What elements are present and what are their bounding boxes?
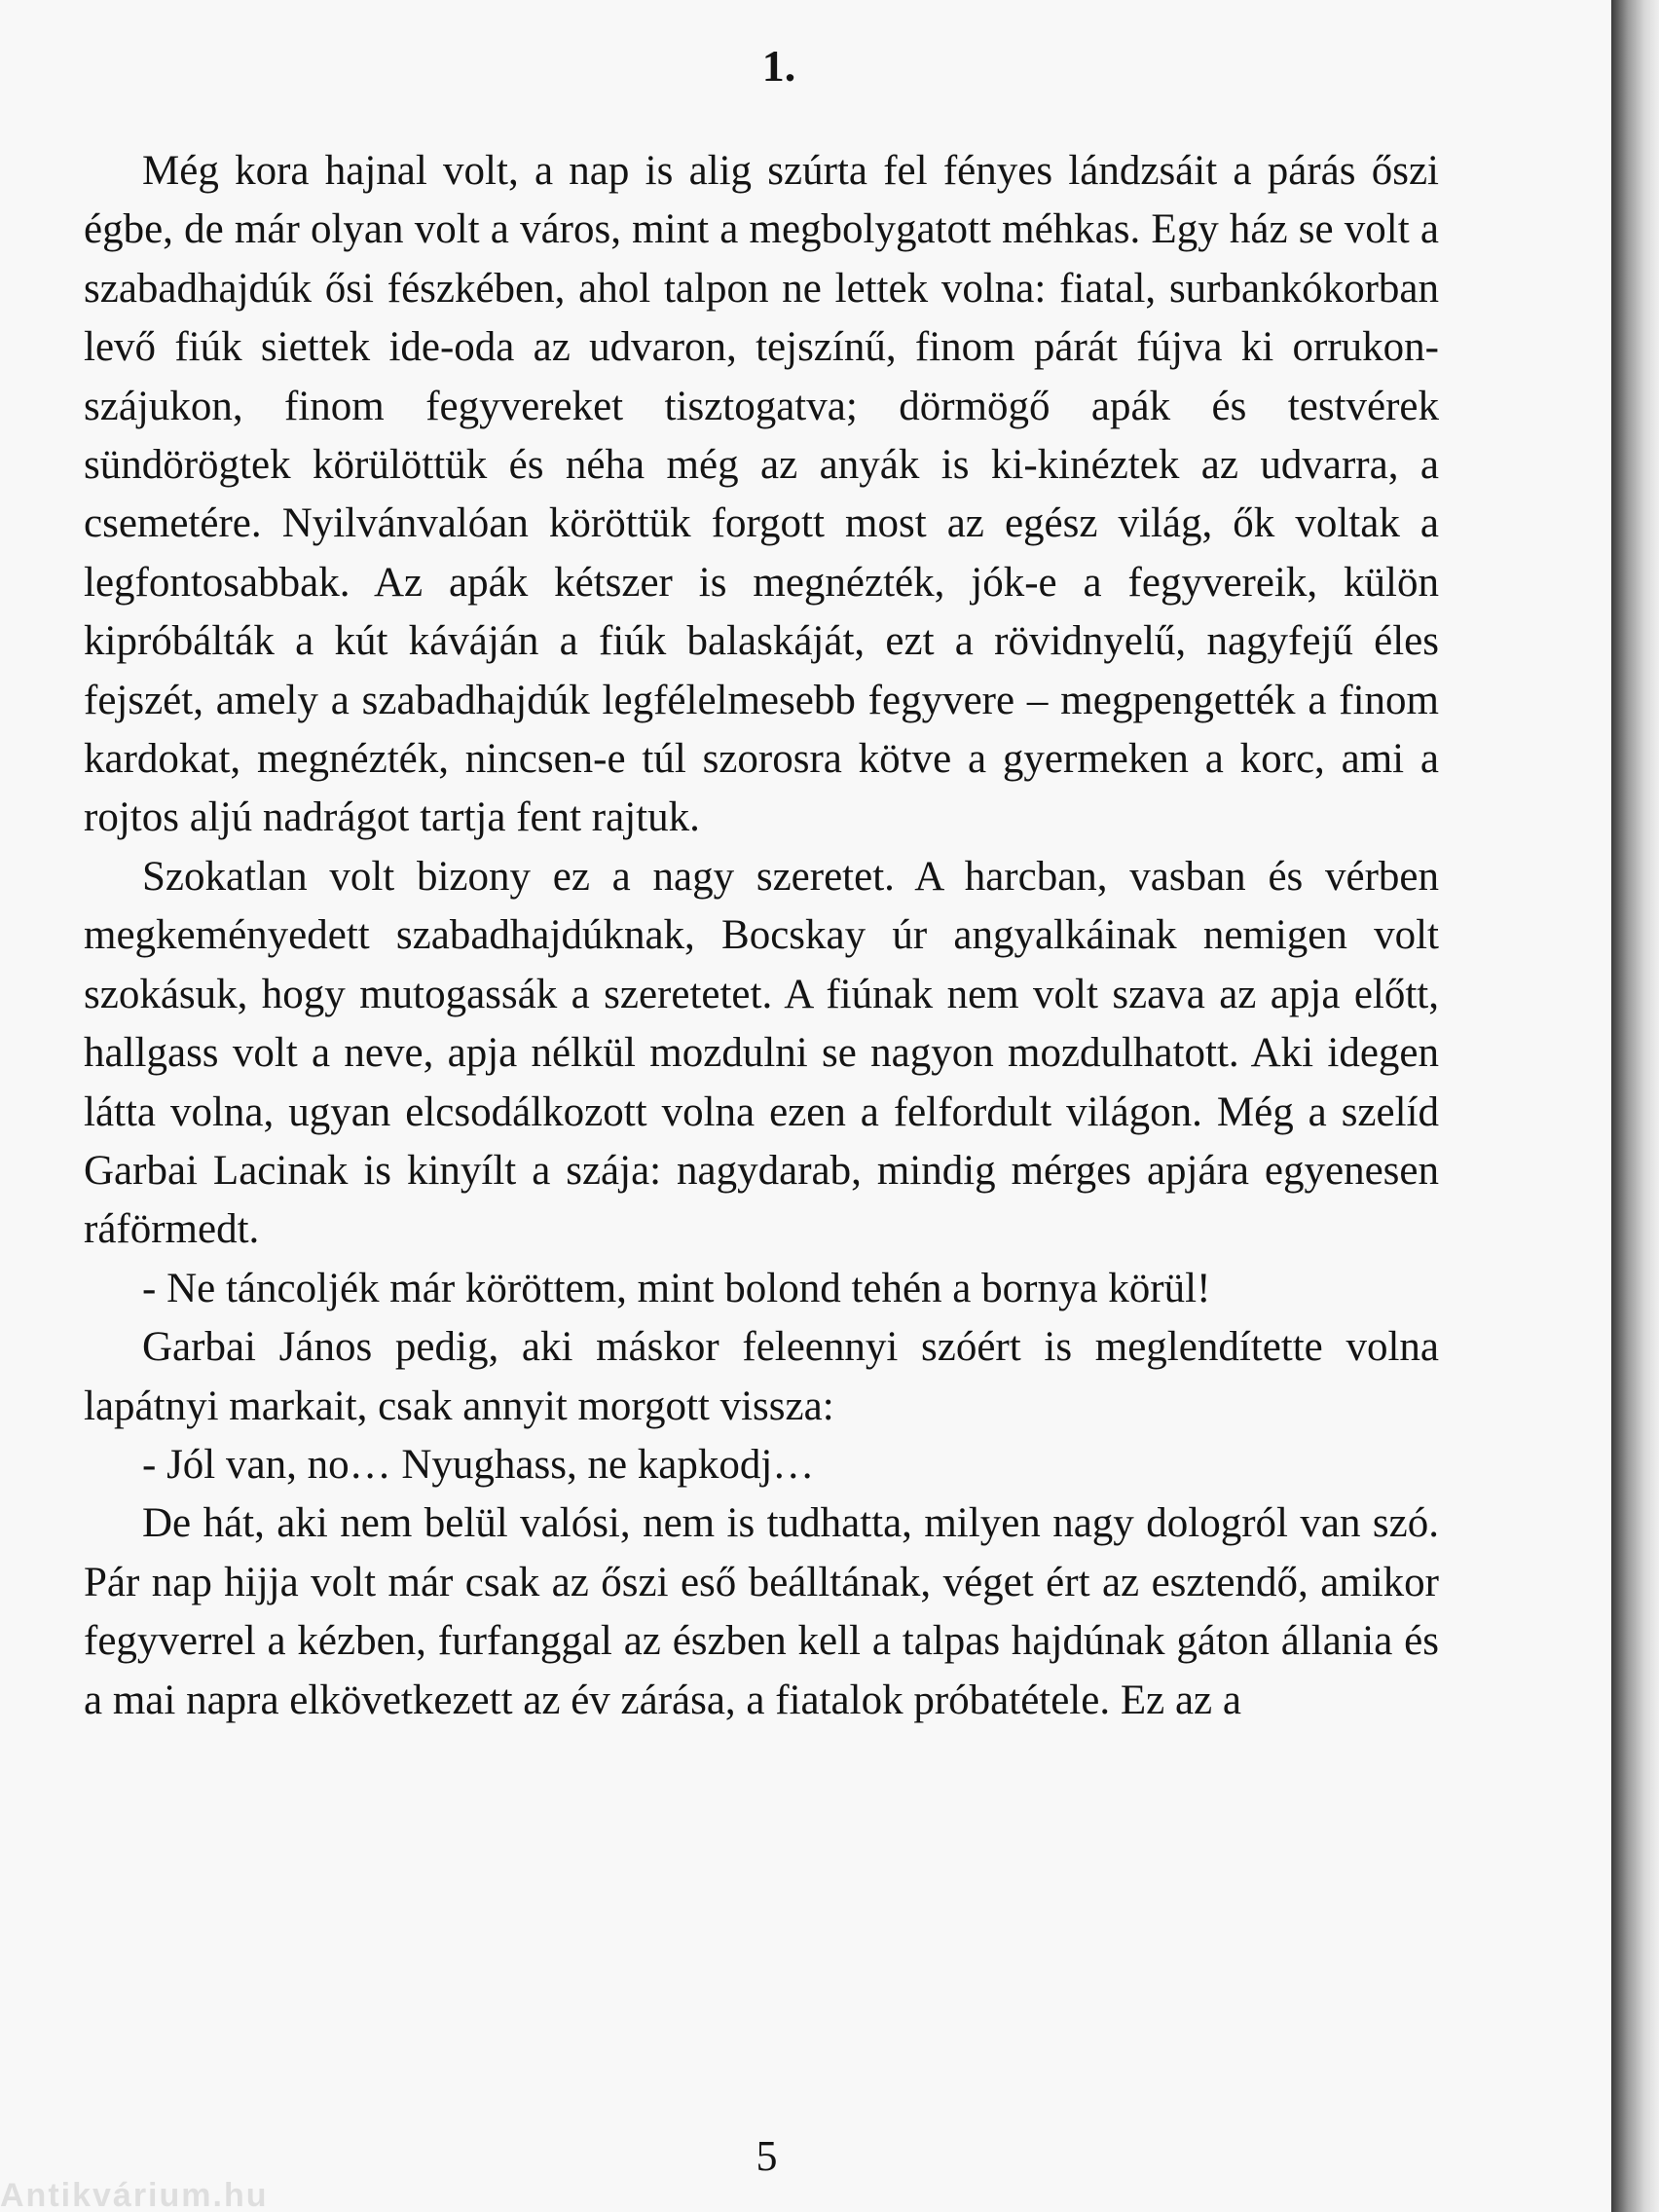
paragraph-4: De hát, aki nem belül valósi, nem is tudhatta, milyen nagy dologról van szó. Pár nap hijja volt már csak az őszi eső beálltának, véget ért az esztendő, amikor fegyverrel a kézben, furfanggal az észben kell a talpas hajdúnak gáton állania és a mai napra elkövetkezett az év zárása, a fiatalok próbatétele. Ez az a xyxy=(84,1500,1439,1723)
dialog-line-2: - Jól van, no… Nyughass, ne kapkodj… xyxy=(142,1441,815,1488)
body-text xyxy=(84,142,1439,1730)
page-number: 5 xyxy=(756,2132,778,2180)
chapter-number: 1. xyxy=(761,41,796,91)
paragraph-1: Még kora hajnal volt, a nap is alig szúrta fel fényes lándzsáit a párás őszi égbe, de már olyan volt a város, mint a megbolygatott méhkas. Egy ház se volt a szabadhajdúk ősi fészkében, ahol talpon ne lettek volna: fiatal, surbankókorban levő fiúk siettek ide-oda az udvaron, tejszínű, finom párát fújva ki orrukon-szájukon, finom fegyvereket tisztogatva; dörmögő apák és testvérek sündörögtek körülöttük és néha még az anyák is ki-kinéztek az udvarra, a csemetére. Nyilvánvalóan köröttük forgott most az egész világ, ők voltak a legfontosabbak. Az apák kétszer is megnézték, jók-e a fegyvereik, külön kipróbálták a kút káváján a fiúk balaskáját, ezt a rövidnyelű, nagyfejű éles fejszét, amely a szabadhajdúk legfélelmesebb fegyvere – megpengették a finom kardokat, megnézték, nincsen-e túl szorosra kötve a gyermeken a korc, ami a rojtos aljú nadrágot tartja fent rajtuk. xyxy=(84,148,1439,841)
page-edge-shadow xyxy=(1611,0,1659,2212)
paragraph-2: Szokatlan volt bizony ez a nagy szeretet. A harcban, vasban és vérben megkeményedett szabadhajdúknak, Bocskay úr angyalkáinak nemigen volt szokásuk, hogy mutogassák a szeretetet. A fiúnak nem volt szava az apja előtt, hallgass volt a neve, apja nélkül mozdulni se nagyon mozdulhatott. Aki idegen látta volna, ugyan elcsodálkozott volna ezen a felfordult világon. Még a szelíd Garbai Lacinak is kinyílt a szája: nagydarab, mindig mérges apjára egyenesen ráförmedt. xyxy=(84,853,1439,1253)
watermark: Antikvárium.hu xyxy=(0,2177,269,2212)
dialog-line-1: - Ne táncoljék már köröttem, mint bolond tehén a bornya körül! xyxy=(142,1265,1211,1311)
paragraph-3: Garbai János pedig, aki máskor feleennyi szóért is meglendítette volna lapátnyi markait, csak annyit morgott vissza: xyxy=(84,1324,1439,1429)
